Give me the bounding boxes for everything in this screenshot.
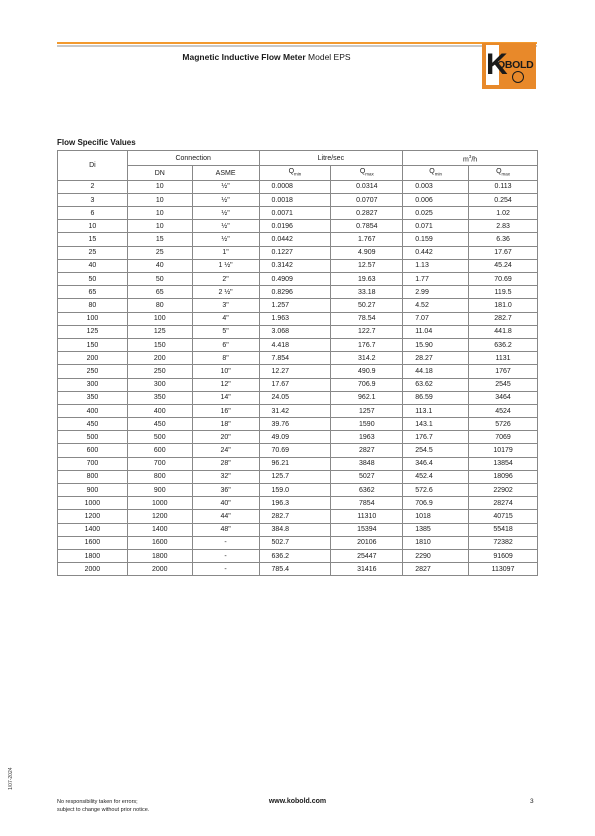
- header-m3h-qmax: [469, 166, 538, 180]
- header-ls-qmax: [331, 166, 403, 180]
- cell-asme: 44": [192, 510, 259, 523]
- cell-m3h-qmin: 706.9: [403, 497, 469, 510]
- cell-di: 10: [58, 220, 128, 233]
- cell-ls-qmax: 1.767: [331, 233, 403, 246]
- cell-ls-qmax: 25447: [331, 549, 403, 562]
- cell-ls-qmax: 11310: [331, 510, 403, 523]
- cell-asme: 20": [192, 431, 259, 444]
- table-row: [58, 470, 538, 483]
- cell-asme: ½": [192, 220, 259, 233]
- cell-ls-qmin: 0.8296: [259, 286, 331, 299]
- cell-ls-qmin: 0.4909: [259, 273, 331, 286]
- table-row: [58, 259, 538, 272]
- table-row: [58, 404, 538, 417]
- header-m3h-exponent: 3: [468, 154, 472, 159]
- cell-m3h-qmax: 7069: [469, 431, 538, 444]
- cell-dn: 65: [127, 286, 192, 299]
- cell-m3h-qmin: 1385: [403, 523, 469, 536]
- header-connection: Connection: [127, 151, 259, 166]
- cell-ls-qmax: 314.2: [331, 352, 403, 365]
- logo-letter: K: [486, 45, 499, 85]
- cell-ls-qmax: 176.7: [331, 338, 403, 351]
- header-di: Di: [58, 151, 128, 181]
- table-header-row-2: [58, 166, 538, 180]
- cell-m3h-qmin: 254.5: [403, 444, 469, 457]
- cell-di: 125: [58, 325, 128, 338]
- cell-m3h-qmin: 143.1: [403, 418, 469, 431]
- logo-ring-icon: [512, 71, 524, 83]
- cell-di: 250: [58, 365, 128, 378]
- cell-ls-qmax: 490.9: [331, 365, 403, 378]
- cell-ls-qmax: 0.2827: [331, 207, 403, 220]
- table-row: [58, 378, 538, 391]
- cell-m3h-qmin: 0.071: [403, 220, 469, 233]
- cell-m3h-qmin: 452.4: [403, 470, 469, 483]
- q-subscript: max: [501, 171, 511, 177]
- cell-ls-qmin: 3.068: [259, 325, 331, 338]
- cell-ls-qmin: 0.0008: [259, 180, 331, 193]
- cell-di: 40: [58, 259, 128, 272]
- cell-m3h-qmin: 0.159: [403, 233, 469, 246]
- table-row: [58, 338, 538, 351]
- cell-m3h-qmax: 18096: [469, 470, 538, 483]
- table-row: [58, 220, 538, 233]
- cell-di: 400: [58, 404, 128, 417]
- cell-ls-qmin: 31.42: [259, 404, 331, 417]
- table-row: [58, 431, 538, 444]
- cell-di: 50: [58, 273, 128, 286]
- cell-asme: 18": [192, 418, 259, 431]
- cell-dn: 15: [127, 233, 192, 246]
- cell-ls-qmax: 706.9: [331, 378, 403, 391]
- cell-asme: -: [192, 536, 259, 549]
- cell-di: 450: [58, 418, 128, 431]
- cell-dn: 10: [127, 180, 192, 193]
- cell-ls-qmin: 502.7: [259, 536, 331, 549]
- cell-m3h-qmin: 11.04: [403, 325, 469, 338]
- table-row: [58, 180, 538, 193]
- table-row: [58, 549, 538, 562]
- cell-ls-qmin: 636.2: [259, 549, 331, 562]
- table-row: [58, 286, 538, 299]
- q-subscript: min: [434, 171, 443, 177]
- q-subscript: min: [294, 171, 302, 177]
- cell-m3h-qmax: 13854: [469, 457, 538, 470]
- table-row: [58, 497, 538, 510]
- cell-dn: 500: [127, 431, 192, 444]
- cell-ls-qmax: 31416: [331, 563, 403, 576]
- cell-dn: 1800: [127, 549, 192, 562]
- cell-ls-qmax: 12.57: [331, 259, 403, 272]
- cell-ls-qmax: 2827: [331, 444, 403, 457]
- section-title: Flow Specific Values: [57, 138, 136, 147]
- cell-ls-qmin: 4.418: [259, 338, 331, 351]
- cell-m3h-qmin: 1810: [403, 536, 469, 549]
- page-header-title: [0, 52, 533, 62]
- table-row: [58, 457, 538, 470]
- cell-m3h-qmin: 0.003: [403, 180, 469, 193]
- cell-di: 25: [58, 246, 128, 259]
- cell-asme: 24": [192, 444, 259, 457]
- cell-asme: ½": [192, 233, 259, 246]
- table-row: [58, 325, 538, 338]
- cell-ls-qmin: 1.257: [259, 299, 331, 312]
- cell-di: 600: [58, 444, 128, 457]
- cell-dn: 1000: [127, 497, 192, 510]
- cell-m3h-qmax: 5726: [469, 418, 538, 431]
- cell-ls-qmin: 0.0442: [259, 233, 331, 246]
- cell-ls-qmax: 1590: [331, 418, 403, 431]
- cell-dn: 800: [127, 470, 192, 483]
- cell-dn: 10: [127, 207, 192, 220]
- cell-ls-qmin: 159.0: [259, 484, 331, 497]
- cell-m3h-qmax: 181.0: [469, 299, 538, 312]
- cell-m3h-qmin: 44.18: [403, 365, 469, 378]
- table-row: [58, 365, 538, 378]
- cell-asme: 36": [192, 484, 259, 497]
- header-title-bold: Magnetic Inductive Flow Meter: [182, 52, 306, 62]
- cell-m3h-qmin: 4.52: [403, 299, 469, 312]
- cell-di: 100: [58, 312, 128, 325]
- cell-ls-qmax: 6362: [331, 484, 403, 497]
- cell-asme: 1": [192, 246, 259, 259]
- cell-m3h-qmin: 1.13: [403, 259, 469, 272]
- header-litre-sec: Litre/sec: [259, 151, 403, 166]
- cell-ls-qmax: 15394: [331, 523, 403, 536]
- cell-ls-qmin: 49.09: [259, 431, 331, 444]
- cell-ls-qmax: 0.0314: [331, 180, 403, 193]
- q-label: Q: [359, 168, 366, 176]
- cell-asme: 14": [192, 391, 259, 404]
- cell-di: 1200: [58, 510, 128, 523]
- cell-ls-qmax: 0.7854: [331, 220, 403, 233]
- cell-dn: 400: [127, 404, 192, 417]
- cell-di: 2: [58, 180, 128, 193]
- cell-ls-qmin: 0.0196: [259, 220, 331, 233]
- cell-ls-qmin: 196.3: [259, 497, 331, 510]
- cell-di: 1400: [58, 523, 128, 536]
- table-row: [58, 523, 538, 536]
- cell-di: 1000: [58, 497, 128, 510]
- cell-ls-qmax: 1963: [331, 431, 403, 444]
- table-row: [58, 299, 538, 312]
- cell-dn: 600: [127, 444, 192, 457]
- cell-dn: 700: [127, 457, 192, 470]
- cell-m3h-qmin: 86.59: [403, 391, 469, 404]
- flow-values-table: [57, 150, 538, 576]
- cell-m3h-qmin: 1.77: [403, 273, 469, 286]
- cell-ls-qmin: 785.4: [259, 563, 331, 576]
- cell-ls-qmax: 122.7: [331, 325, 403, 338]
- cell-dn: 350: [127, 391, 192, 404]
- cell-di: 1800: [58, 549, 128, 562]
- q-label: Q: [496, 168, 502, 176]
- table-row: [58, 563, 538, 576]
- cell-di: 500: [58, 431, 128, 444]
- cell-m3h-qmax: 6.36: [469, 233, 538, 246]
- cell-dn: 2000: [127, 563, 192, 576]
- cell-m3h-qmin: 346.4: [403, 457, 469, 470]
- cell-m3h-qmax: 2545: [469, 378, 538, 391]
- cell-m3h-qmax: 282.7: [469, 312, 538, 325]
- cell-dn: 200: [127, 352, 192, 365]
- cell-m3h-qmax: 72382: [469, 536, 538, 549]
- cell-asme: 28": [192, 457, 259, 470]
- cell-m3h-qmax: 0.254: [469, 193, 538, 206]
- cell-asme: 2 ½": [192, 286, 259, 299]
- header-m3h: [403, 151, 538, 166]
- cell-ls-qmin: 0.1227: [259, 246, 331, 259]
- cell-di: 1600: [58, 536, 128, 549]
- disclaimer-line-1: No responsibility taken for errors;: [57, 799, 138, 805]
- cell-asme: ½": [192, 180, 259, 193]
- table-row: [58, 418, 538, 431]
- cell-ls-qmin: 1.963: [259, 312, 331, 325]
- logo-wordmark: OBOLD: [497, 59, 534, 71]
- cell-dn: 50: [127, 273, 192, 286]
- cell-ls-qmin: 96.21: [259, 457, 331, 470]
- table-row: [58, 193, 538, 206]
- cell-m3h-qmax: 119.5: [469, 286, 538, 299]
- cell-m3h-qmin: 2290: [403, 549, 469, 562]
- cell-ls-qmin: 0.3142: [259, 259, 331, 272]
- cell-di: 350: [58, 391, 128, 404]
- cell-dn: 450: [127, 418, 192, 431]
- cell-m3h-qmax: 4524: [469, 404, 538, 417]
- header-m3h-base: m: [463, 156, 469, 164]
- cell-ls-qmax: 19.63: [331, 273, 403, 286]
- cell-m3h-qmin: 63.62: [403, 378, 469, 391]
- cell-di: 80: [58, 299, 128, 312]
- table-row: [58, 444, 538, 457]
- cell-dn: 900: [127, 484, 192, 497]
- cell-di: 3: [58, 193, 128, 206]
- cell-dn: 40: [127, 259, 192, 272]
- cell-asme: 2": [192, 273, 259, 286]
- q-label: Q: [429, 168, 435, 176]
- header-dn: DN: [127, 166, 192, 180]
- cell-asme: 10": [192, 365, 259, 378]
- cell-m3h-qmax: 1131: [469, 352, 538, 365]
- cell-di: 6: [58, 207, 128, 220]
- cell-m3h-qmin: 2827: [403, 563, 469, 576]
- cell-m3h-qmax: 91609: [469, 549, 538, 562]
- cell-m3h-qmax: 22902: [469, 484, 538, 497]
- cell-asme: -: [192, 549, 259, 562]
- cell-m3h-qmax: 441.8: [469, 325, 538, 338]
- disclaimer-line-2: subject to change without prior notice.: [57, 807, 150, 813]
- cell-m3h-qmin: 1018: [403, 510, 469, 523]
- cell-m3h-qmin: 176.7: [403, 431, 469, 444]
- table-row: [58, 246, 538, 259]
- cell-m3h-qmax: 3464: [469, 391, 538, 404]
- cell-dn: 1400: [127, 523, 192, 536]
- cell-m3h-qmax: 70.69: [469, 273, 538, 286]
- cell-ls-qmin: 17.67: [259, 378, 331, 391]
- cell-m3h-qmin: 0.006: [403, 193, 469, 206]
- cell-asme: 4": [192, 312, 259, 325]
- cell-ls-qmax: 50.27: [331, 299, 403, 312]
- cell-ls-qmax: 0.0707: [331, 193, 403, 206]
- cell-asme: -: [192, 563, 259, 576]
- cell-ls-qmin: 70.69: [259, 444, 331, 457]
- cell-dn: 100: [127, 312, 192, 325]
- cell-m3h-qmin: 113.1: [403, 404, 469, 417]
- cell-m3h-qmin: 0.025: [403, 207, 469, 220]
- cell-asme: 48": [192, 523, 259, 536]
- q-label: Q: [288, 168, 295, 176]
- header-ls-qmin: [259, 166, 331, 180]
- cell-ls-qmin: 24.05: [259, 391, 331, 404]
- kobold-logo: [482, 43, 536, 89]
- cell-ls-qmin: 39.76: [259, 418, 331, 431]
- table-row: [58, 391, 538, 404]
- cell-asme: 1 ½": [192, 259, 259, 272]
- cell-ls-qmin: 12.27: [259, 365, 331, 378]
- cell-ls-qmax: 962.1: [331, 391, 403, 404]
- table-row: [58, 352, 538, 365]
- cell-dn: 25: [127, 246, 192, 259]
- cell-ls-qmax: 33.18: [331, 286, 403, 299]
- cell-di: 800: [58, 470, 128, 483]
- cell-ls-qmin: 0.0018: [259, 193, 331, 206]
- cell-m3h-qmin: 572.6: [403, 484, 469, 497]
- cell-asme: 12": [192, 378, 259, 391]
- cell-asme: 3": [192, 299, 259, 312]
- cell-asme: 6": [192, 338, 259, 351]
- cell-asme: ½": [192, 193, 259, 206]
- header-title-model: Model EPS: [305, 52, 351, 62]
- cell-asme: 40": [192, 497, 259, 510]
- cell-m3h-qmax: 40715: [469, 510, 538, 523]
- header-rule-grey: [57, 45, 537, 47]
- cell-dn: 80: [127, 299, 192, 312]
- table-row: [58, 510, 538, 523]
- cell-dn: 300: [127, 378, 192, 391]
- table-header-row-1: [58, 151, 538, 166]
- header-asme: ASME: [192, 166, 259, 180]
- cell-m3h-qmin: 0.442: [403, 246, 469, 259]
- cell-asme: ½": [192, 207, 259, 220]
- header-rule-orange: [57, 42, 537, 44]
- cell-ls-qmax: 7854: [331, 497, 403, 510]
- cell-m3h-qmax: 113097: [469, 563, 538, 576]
- cell-di: 150: [58, 338, 128, 351]
- cell-ls-qmin: 125.7: [259, 470, 331, 483]
- cell-di: 300: [58, 378, 128, 391]
- cell-ls-qmax: 1257: [331, 404, 403, 417]
- cell-m3h-qmax: 10179: [469, 444, 538, 457]
- cell-m3h-qmax: 17.67: [469, 246, 538, 259]
- cell-m3h-qmax: 2.83: [469, 220, 538, 233]
- cell-m3h-qmax: 55418: [469, 523, 538, 536]
- document-date: 1/07-2024: [8, 767, 14, 790]
- cell-dn: 150: [127, 338, 192, 351]
- cell-di: 15: [58, 233, 128, 246]
- table-row: [58, 233, 538, 246]
- cell-asme: 32": [192, 470, 259, 483]
- cell-di: 2000: [58, 563, 128, 576]
- cell-m3h-qmin: 15.90: [403, 338, 469, 351]
- q-subscript: max: [365, 171, 374, 177]
- header-m3h-qmin: [403, 166, 469, 180]
- cell-asme: 5": [192, 325, 259, 338]
- table-row: [58, 312, 538, 325]
- cell-di: 200: [58, 352, 128, 365]
- cell-dn: 1200: [127, 510, 192, 523]
- header-m3h-tail: /h: [471, 156, 478, 164]
- cell-di: 700: [58, 457, 128, 470]
- cell-m3h-qmax: 636.2: [469, 338, 538, 351]
- cell-m3h-qmin: 2.99: [403, 286, 469, 299]
- table-body: [58, 180, 538, 576]
- cell-dn: 10: [127, 220, 192, 233]
- cell-ls-qmax: 78.54: [331, 312, 403, 325]
- cell-di: 65: [58, 286, 128, 299]
- cell-m3h-qmax: 28274: [469, 497, 538, 510]
- cell-dn: 125: [127, 325, 192, 338]
- cell-dn: 1600: [127, 536, 192, 549]
- table-row: [58, 273, 538, 286]
- footer-website-link[interactable]: www.kobold.com: [268, 798, 327, 805]
- cell-ls-qmax: 5027: [331, 470, 403, 483]
- table-row: [58, 207, 538, 220]
- cell-ls-qmax: 20106: [331, 536, 403, 549]
- cell-ls-qmax: 3848: [331, 457, 403, 470]
- cell-m3h-qmax: 1.02: [469, 207, 538, 220]
- cell-m3h-qmin: 7.07: [403, 312, 469, 325]
- cell-ls-qmax: 4.909: [331, 246, 403, 259]
- cell-m3h-qmax: 0.113: [469, 180, 538, 193]
- cell-ls-qmin: 7.854: [259, 352, 331, 365]
- cell-asme: 8": [192, 352, 259, 365]
- cell-ls-qmin: 0.0071: [259, 207, 331, 220]
- cell-m3h-qmax: 45.24: [469, 259, 538, 272]
- cell-ls-qmin: 282.7: [259, 510, 331, 523]
- cell-asme: 16": [192, 404, 259, 417]
- cell-di: 900: [58, 484, 128, 497]
- cell-dn: 10: [127, 193, 192, 206]
- table-row: [58, 484, 538, 497]
- cell-m3h-qmax: 1767: [469, 365, 538, 378]
- page-number: 3: [530, 798, 534, 805]
- cell-dn: 250: [127, 365, 192, 378]
- cell-ls-qmin: 384.8: [259, 523, 331, 536]
- cell-m3h-qmin: 28.27: [403, 352, 469, 365]
- table-row: [58, 536, 538, 549]
